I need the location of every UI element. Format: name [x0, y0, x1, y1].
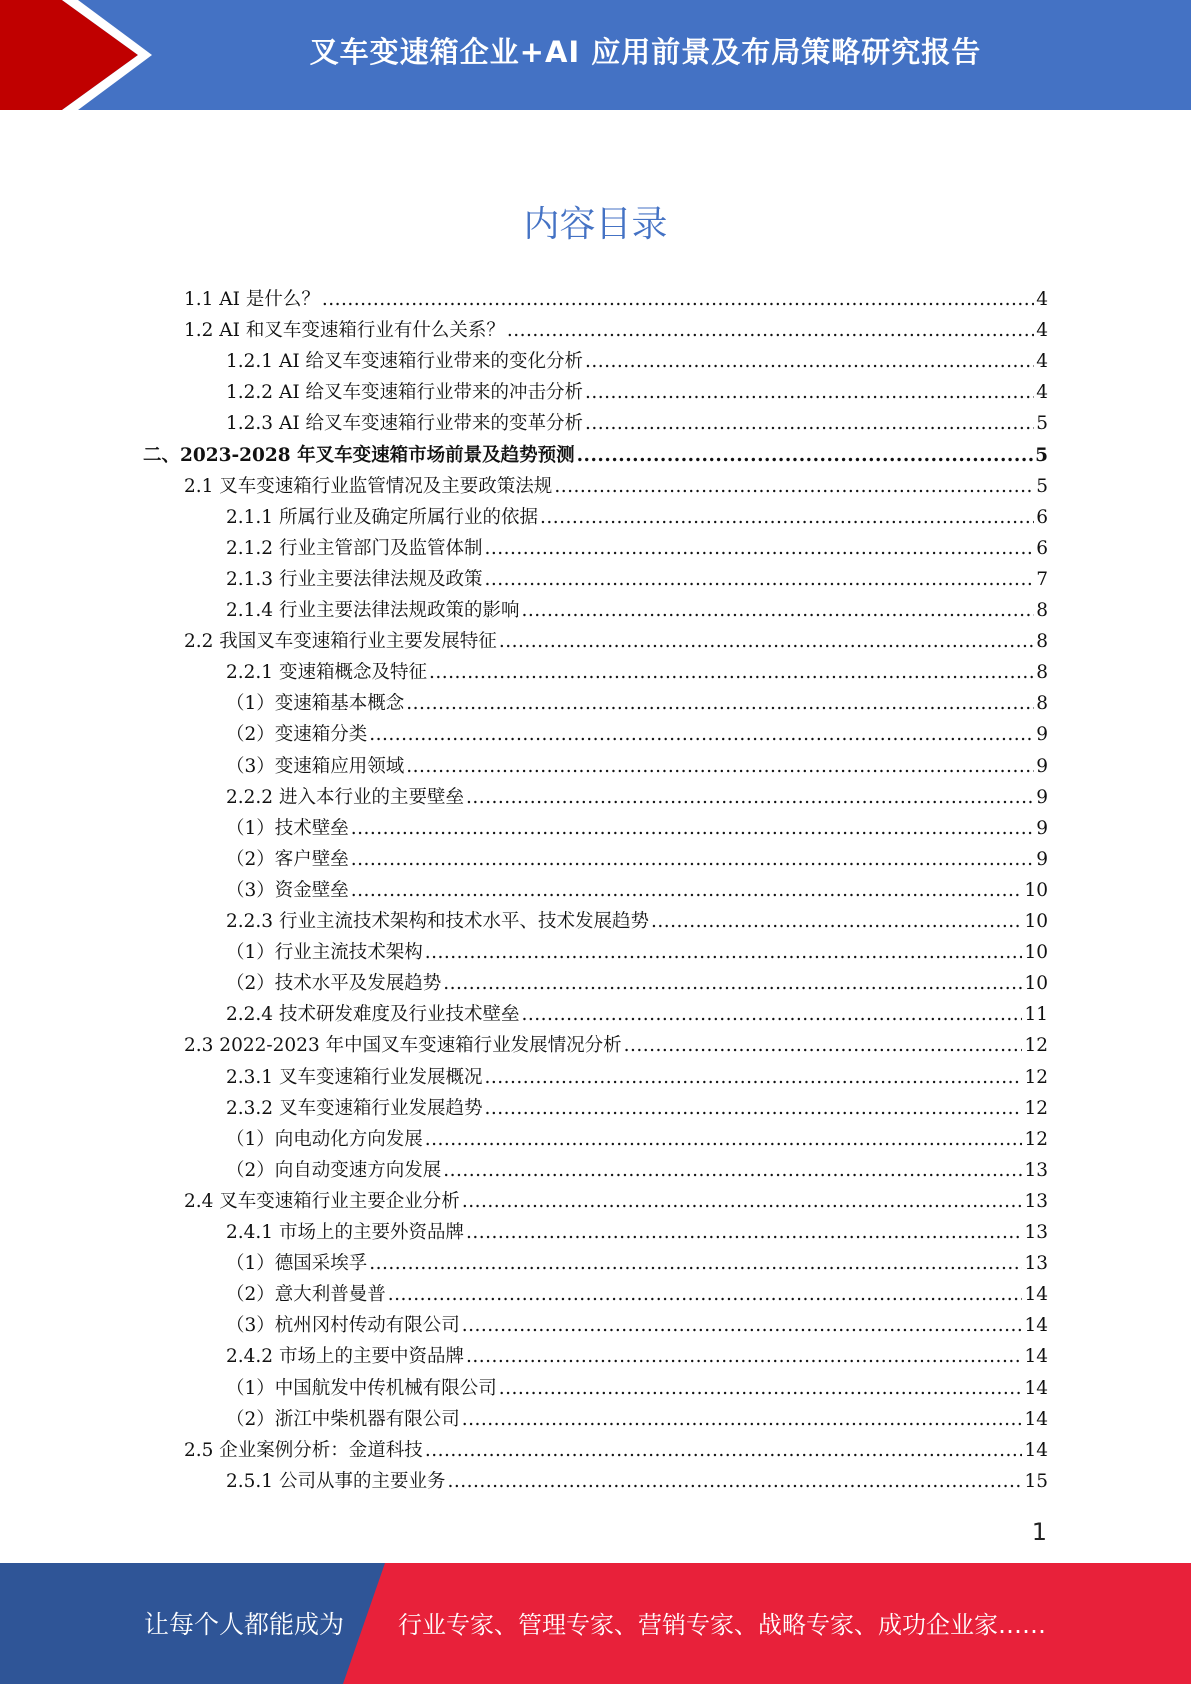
toc-entry-page: 8	[1036, 693, 1048, 715]
toc-entry-title: （3）变速箱应用领域	[226, 755, 405, 777]
toc-dot-leader	[369, 1253, 1022, 1274]
toc-entry-title: 2.4.1 市场上的主要外资品牌	[226, 1222, 464, 1243]
toc-entry-page: 12	[1024, 1128, 1048, 1150]
toc-entry-title: （1）技术壁垒	[226, 817, 349, 839]
toc-entry-page: 14	[1024, 1315, 1048, 1337]
toc-entry-page: 14	[1024, 1439, 1048, 1461]
toc-dot-leader	[499, 631, 1034, 652]
toc-entry-title: 1.2.1 AI 给叉车变速箱行业带来的变化分析	[226, 351, 584, 373]
toc-dot-leader	[585, 382, 1034, 403]
toc-entry-title: 1.2.2 AI 给叉车变速箱行业带来的冲击分析	[226, 382, 584, 404]
toc-entry[interactable]	[226, 565, 1048, 596]
toc-entry[interactable]	[226, 1249, 1048, 1280]
toc-entry-title: （1）行业主流技术架构	[226, 942, 423, 964]
toc-entry-title: 2.3 2022-2023 年中国叉车变速箱行业发展情况分析	[184, 1035, 622, 1057]
toc-entry[interactable]	[143, 441, 1048, 472]
toc-entry-title: 2.5 企业案例分析：金道科技	[184, 1439, 423, 1461]
toc-entry-title: （3）资金壁垒	[226, 879, 349, 901]
toc-entry[interactable]	[226, 783, 1048, 814]
toc-dot-leader	[466, 787, 1034, 808]
toc-entry-page: 10	[1024, 973, 1048, 995]
toc-entry[interactable]	[226, 1405, 1048, 1436]
toc-entry[interactable]	[226, 689, 1048, 720]
toc-entry-page: 8	[1036, 631, 1048, 653]
toc-entry[interactable]	[184, 1436, 1048, 1467]
toc-entry-title: 1.2.3 AI 给叉车变速箱行业带来的变革分析	[226, 413, 584, 435]
toc-dot-leader	[462, 1409, 1023, 1430]
toc-dot-leader	[351, 880, 1023, 901]
toc-entry-title: （1）变速箱基本概念	[226, 693, 405, 715]
footer-slogan-left: 让每个人都能成为	[144, 1610, 345, 1639]
toc-dot-leader	[406, 756, 1034, 777]
toc-entry-title: 2.4.2 市场上的主要中资品牌	[226, 1346, 464, 1368]
toc-entry[interactable]	[226, 1311, 1048, 1342]
toc-entry[interactable]	[226, 938, 1048, 969]
toc-entry-page: 5	[1036, 413, 1048, 435]
toc-entry-page: 12	[1024, 1066, 1048, 1088]
toc-entry[interactable]	[226, 876, 1048, 907]
toc-dot-leader	[554, 476, 1034, 497]
toc-entry[interactable]	[226, 1094, 1048, 1125]
toc-entry-page: 5	[1035, 444, 1048, 466]
toc-entry-page: 9	[1036, 755, 1048, 777]
page-footer	[0, 1563, 1191, 1684]
toc-dot-leader	[484, 538, 1034, 559]
toc-dot-leader	[521, 1004, 1022, 1025]
toc-entry[interactable]	[226, 1280, 1048, 1311]
footer-slogan-right: 行业专家、管理专家、营销专家、战略专家、成功企业家……	[398, 1611, 1046, 1639]
toc-entry[interactable]	[184, 1031, 1048, 1062]
toc-entry[interactable]	[226, 1063, 1048, 1094]
toc-entry-page: 4	[1036, 320, 1048, 342]
toc-entry-page: 15	[1024, 1470, 1048, 1492]
toc-entry-page: 10	[1024, 911, 1048, 932]
toc-entry-title: 2.2.1 变速箱概念及特征	[226, 662, 427, 684]
toc-entry-page: 10	[1024, 879, 1048, 901]
toc-entry[interactable]	[226, 1218, 1048, 1249]
toc-entry-title: 2.1.4 行业主要法律法规政策的影响	[226, 600, 520, 621]
toc-entry-title: （2）浙江中柴机器有限公司	[226, 1408, 460, 1430]
toc-entry-title: （3）杭州冈村传动有限公司	[226, 1315, 460, 1337]
toc-entry-page: 4	[1036, 289, 1048, 310]
toc-entry-page: 10	[1024, 942, 1048, 964]
toc-dot-leader	[651, 911, 1022, 932]
toc-entry[interactable]	[226, 1374, 1048, 1405]
toc-entry-title: （2）向自动变速方向发展	[226, 1159, 442, 1181]
toc-heading: 内容目录	[523, 204, 668, 245]
toc-entry[interactable]	[184, 472, 1048, 503]
toc-entry-title: （1）向电动化方向发展	[226, 1128, 423, 1150]
toc-dot-leader	[447, 1471, 1022, 1492]
toc-entry-page: 14	[1024, 1408, 1048, 1430]
toc-entry[interactable]	[226, 409, 1048, 440]
toc-dot-leader	[521, 600, 1034, 621]
toc-dot-leader	[406, 693, 1034, 714]
toc-entry-page: 13	[1024, 1253, 1048, 1275]
toc-dot-leader	[462, 1191, 1023, 1212]
toc-entry-title: 2.2 我国叉车变速箱行业主要发展特征	[184, 631, 497, 653]
toc-entry-title: 1.1 AI 是什么？	[184, 289, 320, 310]
toc-dot-leader	[484, 1098, 1022, 1119]
toc-entry-title: （2）客户壁垒	[226, 848, 349, 870]
toc-entry[interactable]	[184, 627, 1048, 658]
toc-entry-title: 2.1.2 行业主管部门及监管体制	[226, 537, 483, 559]
toc-entry[interactable]	[226, 1467, 1048, 1498]
toc-entry[interactable]	[226, 1156, 1048, 1187]
toc-dot-leader	[351, 818, 1034, 839]
toc-dot-leader	[466, 1346, 1022, 1367]
toc-entry-title: 2.5.1 公司从事的主要业务	[226, 1470, 446, 1492]
toc-entry-title: 2.4 叉车变速箱行业主要企业分析	[184, 1190, 460, 1212]
toc-entry[interactable]	[226, 814, 1048, 845]
toc-entry-page: 8	[1036, 600, 1048, 621]
toc-entry-title: 二、2023-2028 年叉车变速箱市场前景及趋势预测	[143, 444, 575, 466]
page-header	[0, 0, 1191, 110]
toc-dot-leader	[443, 1160, 1022, 1181]
toc-entry-page: 6	[1036, 506, 1048, 528]
toc-entry[interactable]	[226, 378, 1048, 409]
toc-entry[interactable]	[226, 596, 1048, 627]
toc-entry-title: 2.2.2 进入本行业的主要壁垒	[226, 786, 464, 808]
toc-entry-title: （2）变速箱分类	[226, 724, 368, 746]
toc-dot-leader	[351, 849, 1034, 870]
toc-entry-title: 2.1.3 行业主要法律法规及政策	[226, 568, 483, 590]
toc-dot-leader	[484, 569, 1034, 590]
toc-dot-leader	[624, 1035, 1023, 1056]
toc-entry-page: 11	[1024, 1004, 1048, 1026]
toc-entry-title: 2.1 叉车变速箱行业监管情况及主要政策法规	[184, 475, 553, 497]
toc-entry[interactable]	[226, 845, 1048, 876]
toc-entry[interactable]	[226, 1125, 1048, 1156]
toc-entry-page: 8	[1036, 662, 1048, 684]
toc-entry[interactable]	[184, 285, 1048, 316]
toc-entry-title: （2）技术水平及发展趋势	[226, 973, 442, 995]
toc-entry-page: 7	[1036, 568, 1048, 590]
toc-entry[interactable]	[226, 658, 1048, 689]
toc-dot-leader	[425, 1440, 1023, 1461]
toc-entry[interactable]	[226, 1000, 1048, 1031]
toc-entry-title: 2.2.4 技术研发难度及行业技术壁垒	[226, 1004, 520, 1026]
toc-entry-title: 2.3.2 叉车变速箱行业发展趋势	[226, 1097, 483, 1119]
toc-entry[interactable]	[226, 969, 1048, 1000]
toc-entry-page: 12	[1024, 1035, 1048, 1057]
toc-entry-page: 14	[1024, 1346, 1048, 1368]
toc-entry-page: 4	[1036, 382, 1048, 404]
toc-entry-title: （1）德国采埃孚	[226, 1253, 368, 1275]
toc-entry-page: 9	[1036, 817, 1048, 839]
toc-dot-leader	[585, 351, 1034, 372]
toc-entry[interactable]	[184, 316, 1048, 347]
toc-dot-leader	[425, 1129, 1023, 1150]
toc-entry[interactable]	[184, 1187, 1048, 1218]
toc-entry[interactable]	[226, 720, 1048, 751]
toc-entry-page: 14	[1024, 1284, 1048, 1306]
report-title: 叉车变速箱企业+AI 应用前景及布局策略研究报告	[309, 34, 982, 69]
toc-dot-leader	[499, 1378, 1023, 1399]
toc-entry-page: 5	[1036, 475, 1048, 497]
toc-entry[interactable]	[226, 347, 1048, 378]
page-number: 1	[1031, 1518, 1047, 1546]
toc-entry-page: 9	[1036, 848, 1048, 870]
toc-dot-leader	[443, 973, 1022, 994]
toc-entry-title: （2）意大利普曼普	[226, 1284, 386, 1306]
toc-entry-title: （1）中国航发中传机械有限公司	[226, 1377, 497, 1399]
toc-entry-title: 2.3.1 叉车变速箱行业发展概况	[226, 1066, 483, 1088]
toc-entry[interactable]	[226, 1342, 1048, 1373]
toc-dot-leader	[462, 1315, 1023, 1336]
toc-entry[interactable]	[226, 907, 1048, 938]
toc-dot-leader	[369, 724, 1034, 745]
toc-entry-title: 1.2 AI 和叉车变速箱行业有什么关系？	[184, 320, 505, 342]
toc-entry-title: 2.2.3 行业主流技术架构和技术水平、技术发展趋势	[226, 911, 649, 932]
toc-dot-leader	[466, 1222, 1022, 1243]
toc-dot-leader	[484, 1067, 1022, 1088]
toc-dot-leader	[507, 320, 1034, 341]
toc-dot-leader	[322, 289, 1034, 310]
toc-entry-page: 9	[1036, 724, 1048, 746]
toc-dot-leader	[540, 507, 1034, 528]
toc-dot-leader	[577, 445, 1034, 466]
toc-entry[interactable]	[226, 534, 1048, 565]
toc-dot-leader	[585, 413, 1034, 434]
toc-entry-page: 6	[1036, 537, 1048, 559]
toc-entry[interactable]	[226, 503, 1048, 534]
toc-entry-page: 4	[1036, 351, 1048, 373]
toc-entry-page: 14	[1024, 1377, 1048, 1399]
toc-entry-title: 2.1.1 所属行业及确定所属行业的依据	[226, 506, 538, 528]
toc-entry-page: 12	[1024, 1097, 1048, 1119]
toc-entry[interactable]	[226, 752, 1048, 783]
toc-entry-page: 13	[1024, 1190, 1048, 1212]
toc-entry-page: 13	[1024, 1222, 1048, 1243]
toc-dot-leader	[388, 1284, 1023, 1305]
toc-dot-leader	[425, 942, 1023, 963]
toc-entry-page: 9	[1036, 786, 1048, 808]
toc-dot-leader	[429, 662, 1034, 683]
toc-entry-page: 13	[1024, 1159, 1048, 1181]
